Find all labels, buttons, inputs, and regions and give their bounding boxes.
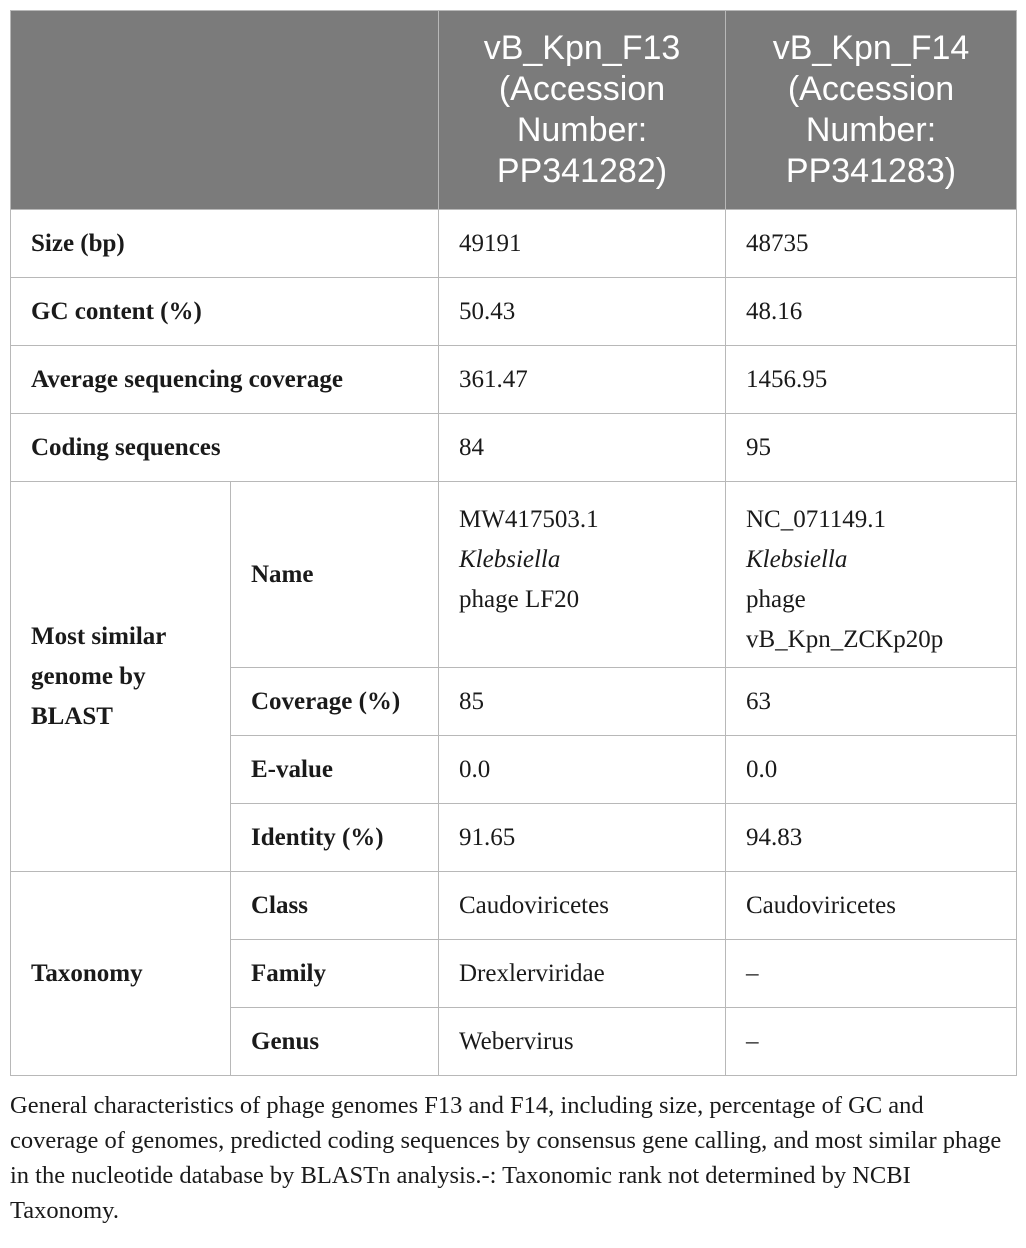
- cell-family-f13: Drexlerviridae: [439, 940, 726, 1008]
- name-f13-genus: Klebsiella: [459, 546, 561, 573]
- cell-coverage-f13: 85: [439, 668, 726, 736]
- cell-avg-coverage-f13: 361.47: [439, 346, 726, 414]
- group-label-taxonomy: Taxonomy: [11, 872, 231, 1076]
- group-label-blast: Most similar genome by BLAST: [11, 482, 231, 872]
- cell-name-f14: [726, 482, 1017, 668]
- row-label-identity: Identity (%): [231, 804, 439, 872]
- cell-cds-f14: 95: [726, 414, 1017, 482]
- cell-class-f14: Caudoviricetes: [726, 872, 1017, 940]
- table-row-gc: [11, 278, 1017, 346]
- header-f14: vB_Kpn_F14 (Accession Number: PP341283): [726, 11, 1017, 210]
- name-f14-genus: Klebsiella: [746, 546, 848, 573]
- name-f13-rest: phage LF20: [459, 586, 580, 613]
- header-f13: vB_Kpn_F13 (Accession Number: PP341282): [439, 11, 726, 210]
- cell-size-f14: 48735: [726, 210, 1017, 278]
- row-label-family: Family: [231, 940, 439, 1008]
- row-label-size: Size (bp): [11, 210, 439, 278]
- table-row-cds: [11, 414, 1017, 482]
- cell-identity-f14: 94.83: [726, 804, 1017, 872]
- cell-gc-f13: 50.43: [439, 278, 726, 346]
- name-f13-accession: MW417503.1: [459, 506, 599, 533]
- table-row-tax-class: [11, 872, 1017, 940]
- cell-avg-coverage-f14: 1456.95: [726, 346, 1017, 414]
- row-label-gc: GC content (%): [11, 278, 439, 346]
- cell-identity-f13: 91.65: [439, 804, 726, 872]
- cell-cds-f13: 84: [439, 414, 726, 482]
- cell-size-f13: 49191: [439, 210, 726, 278]
- cell-genus-f14: –: [726, 1008, 1017, 1076]
- cell-gc-f14: 48.16: [726, 278, 1017, 346]
- cell-name-f13: [439, 482, 726, 668]
- row-label-coverage: Coverage (%): [231, 668, 439, 736]
- cell-coverage-f14: 63: [726, 668, 1017, 736]
- table-container: [10, 10, 1016, 1228]
- table-row-size: [11, 210, 1017, 278]
- cell-evalue-f14: 0.0: [726, 736, 1017, 804]
- row-label-genus: Genus: [231, 1008, 439, 1076]
- table-caption: General characteristics of phage genomes F13 and F14, including size, percentage of GC and coverage of genomes, predicted coding sequences by consensus gene calling, and most similar phage in the nucleotide database by BLASTn analysis.-: Taxonomic rank not determined by NCBI Taxonomy.: [10, 1092, 1002, 1224]
- row-label-class: Class: [231, 872, 439, 940]
- table-row-avg-coverage: [11, 346, 1017, 414]
- row-label-avg-coverage: Average sequencing coverage: [11, 346, 439, 414]
- header-blank-cell: [11, 11, 439, 210]
- name-f14-rest: phage vB_Kpn_ZCKp20p: [746, 586, 944, 653]
- cell-genus-f13: Webervirus: [439, 1008, 726, 1076]
- row-label-name: Name: [231, 482, 439, 668]
- row-label-cds: Coding sequences: [11, 414, 439, 482]
- cell-family-f14: –: [726, 940, 1017, 1008]
- header-row: [11, 11, 1017, 210]
- cell-class-f13: Caudoviricetes: [439, 872, 726, 940]
- table-row-blast-name: [11, 482, 1017, 668]
- cell-evalue-f13: 0.0: [439, 736, 726, 804]
- row-label-evalue: E-value: [231, 736, 439, 804]
- genome-characteristics-table: [10, 10, 1017, 1076]
- name-f14-accession: NC_071149.1: [746, 506, 887, 533]
